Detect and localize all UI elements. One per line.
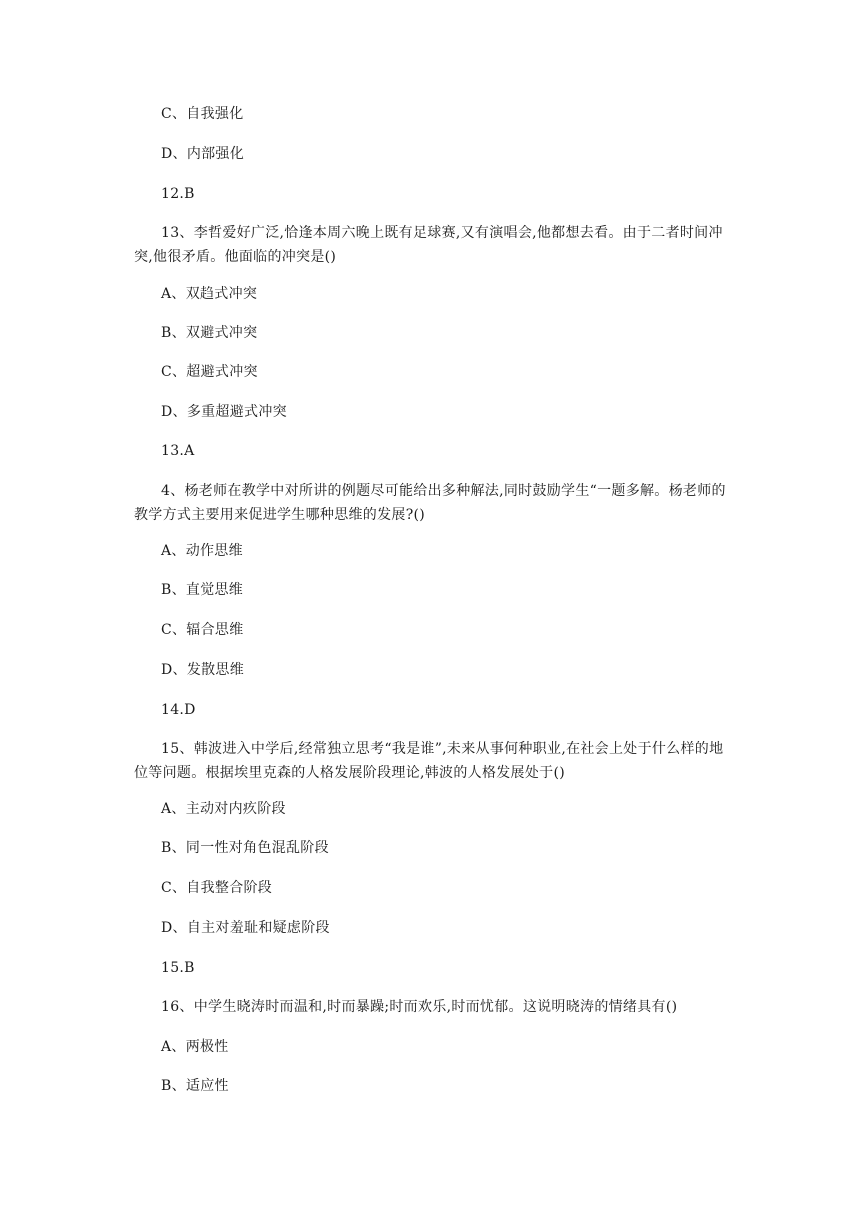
option-a-initiative-vs-guilt: A、主动对内疚阶段 xyxy=(161,801,286,817)
option-a-bipolarity: A、两极性 xyxy=(161,1039,229,1055)
option-b-avoidance-avoidance: B、双避式冲突 xyxy=(161,325,258,341)
answer-15: 15.B xyxy=(161,960,195,976)
question-13: 13、李哲爱好广泛,恰逢本周六晚上既有足球赛,又有演唱会,他都想去看。由于二者时间冲突,他很矛盾。他面临的冲突是() xyxy=(134,225,723,265)
option-a-approach-approach: A、双趋式冲突 xyxy=(161,286,258,302)
option-d-multiple-approach-avoidance: D、多重超避式冲突 xyxy=(161,404,287,420)
question-14: 4、杨老师在教学中对所讲的例题尽可能给出多种解法,同时鼓励学生“一题多解。杨老师的教学方式主要用来促进学生哪种思维的发展?() xyxy=(134,483,726,523)
option-c-approach-avoidance: C、超避式冲突 xyxy=(161,364,258,380)
question-16: 16、中学生晓涛时而温和,时而暴躁;时而欢乐,时而忧郁。这说明晓涛的情绪具有() xyxy=(161,999,678,1015)
question-15: 15、韩波进入中学后,经常独立思考“我是谁”,未来从事何种职业,在社会上处于什么样的地位等问题。根据埃里克森的人格发展阶段理论,韩波的人格发展处于() xyxy=(134,741,724,781)
option-c-ego-integrity: C、自我整合阶段 xyxy=(161,880,273,896)
option-b-intuitive-thinking: B、直觉思维 xyxy=(161,582,244,598)
option-a-action-thinking: A、动作思维 xyxy=(161,543,243,559)
option-b-identity-vs-role-confusion: B、同一性对角色混乱阶段 xyxy=(161,840,329,856)
option-d-autonomy-vs-shame: D、自主对羞耻和疑虑阶段 xyxy=(161,920,330,936)
option-d-divergent-thinking: D、发散思维 xyxy=(161,662,245,678)
answer-13: 13.A xyxy=(161,443,195,459)
option-b-adaptability: B、适应性 xyxy=(161,1078,229,1094)
answer-12: 12.B xyxy=(161,186,195,202)
option-c-self-reinforcement: C、自我强化 xyxy=(161,106,244,122)
option-c-convergent-thinking: C、辐合思维 xyxy=(161,622,244,638)
option-d-internal-reinforcement: D、内部强化 xyxy=(161,146,245,162)
answer-14: 14.D xyxy=(161,702,196,718)
